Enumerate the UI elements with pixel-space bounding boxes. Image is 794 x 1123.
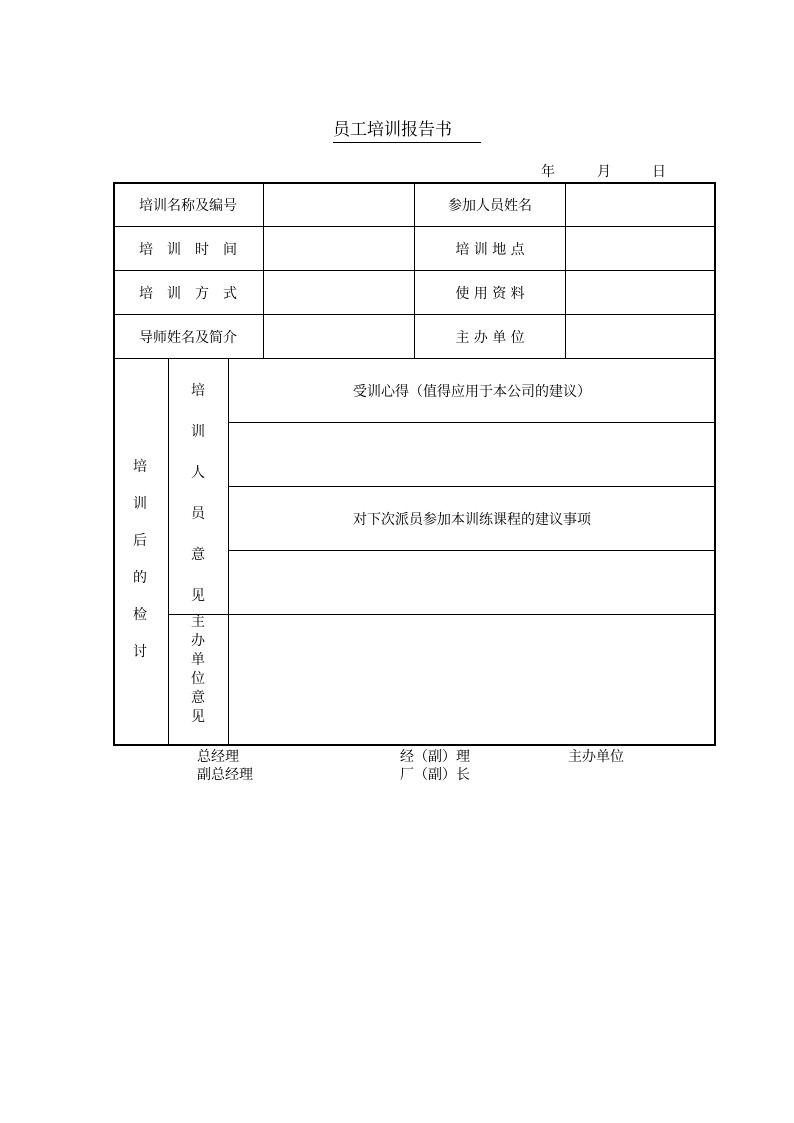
training-time-field[interactable] [264,227,414,270]
training-method-field[interactable] [264,271,414,314]
materials-label: 使 用 资 料 [455,285,525,302]
training-name-label: 培训名称及编号 [139,197,237,214]
feedback-field[interactable] [229,423,715,486]
post-training-review-label: 培 训 后 的 检 讨 [133,459,147,660]
participants-field[interactable] [566,183,715,226]
factory-director-label: 厂（副）长 [400,767,470,783]
training-method-label: 培 训 方 式 [139,285,237,302]
training-time-label: 培 训 时 间 [139,241,237,258]
trainee-opinion-label: 培 训 人 员 意 见 [191,383,205,604]
date-day-label: 日 [652,164,666,180]
materials-field[interactable] [566,271,715,314]
training-location-label: 培 训 地 点 [455,241,525,258]
organizer-signature-label: 主办单位 [568,749,624,765]
training-location-field[interactable] [566,227,715,270]
instructor-field[interactable] [264,315,414,358]
date-month-label: 月 [597,164,611,180]
organizer-label: 主 办 单 位 [455,329,525,346]
general-manager-label: 总经理 [197,749,239,765]
organizer-opinion-field[interactable] [229,615,715,745]
suggestion-heading: 对下次派员参加本训练课程的建议事项 [353,511,591,528]
date-year-label: 年 [541,164,555,180]
instructor-label: 导师姓名及简介 [139,329,237,346]
organizer-opinion-label: 主 办 单 位 意 见 [191,614,205,725]
organizer-field[interactable] [566,315,715,358]
manager-label: 经（副）理 [400,749,470,765]
deputy-general-manager-label: 副总经理 [197,767,253,783]
suggestion-field[interactable] [229,551,715,614]
column-divider [168,358,169,745]
page-title: 员工培训报告书 [333,120,481,143]
training-name-field[interactable] [264,183,414,226]
feedback-heading: 受训心得（值得应用于本公司的建议） [353,383,591,400]
participants-label: 参加人员姓名 [448,197,532,214]
